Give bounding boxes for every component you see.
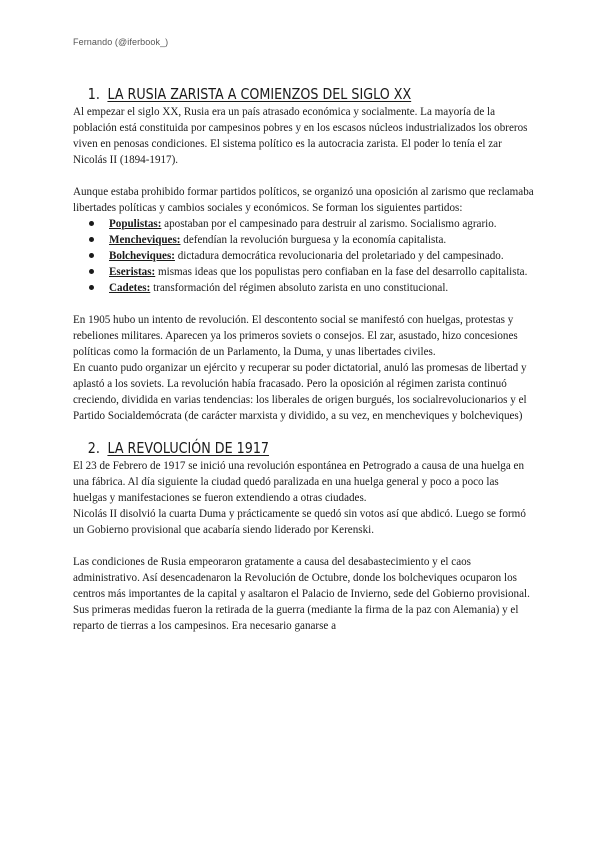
spacer	[73, 168, 535, 184]
party-description: defendían la revolución burguesa y la economía capitalista.	[180, 234, 447, 246]
party-description: apostaban por el campesinado para destruir al zarismo. Socialismo agrario.	[161, 218, 497, 230]
spacer	[73, 424, 535, 438]
bullet-icon	[89, 285, 94, 290]
parties-list	[73, 216, 535, 296]
party-description: transformación del régimen absoluto zarista en uno constitucional.	[150, 282, 449, 294]
party-term: Cadetes:	[109, 282, 151, 294]
list-item-cadetes	[73, 280, 535, 296]
section-2-heading	[73, 438, 452, 458]
list-item-populistas	[73, 216, 535, 232]
bullet-icon	[89, 221, 94, 226]
section-2-paragraph-3: Las condiciones de Rusia empeoraron gratamente a causa del desabastecimiento y el caos administrativo. Así desencadenaron la Revolución de Octubre, donde los bolcheviques ocuparon los centros más importantes de la capital y asaltaron el Palacio de Invierno, sede del Gobierno provisional. Sus primeras medidas fueron la retirada de la guerra (mediante la firma de la paz con Alemania) y el reparto de tierras a los campesinos. Era necesario ganarse a	[73, 556, 530, 632]
party-term: Populistas:	[109, 218, 162, 230]
spacer	[73, 296, 535, 312]
list-item-eseristas	[73, 264, 535, 280]
section-2-number: 2.	[87, 439, 100, 457]
section-1-paragraph-3: En 1905 hubo un intento de revolución. El descontento social se manifestó con huelgas, protestas y rebeliones militares. Aparecen ya los primeros soviets o consejos. El zar, asustado, hizo concesiones políticas como la formación de un Parlamento, la Duma, y unas libertades civiles.	[73, 314, 518, 358]
section-2-paragraph-2: Nicolás II disolvió la cuarta Duma y prácticamente se quedó sin votos así que abdicó. Luego se formó un Gobierno provisional que acabaría siendo liderado por Kerenski.	[73, 508, 526, 536]
party-description: dictadura democrática revolucionaria del proletariado y del campesinado.	[174, 250, 504, 262]
list-item-mencheviques	[73, 232, 535, 248]
party-description: mismas ideas que los populistas pero confiaban en la fase del desarrollo capitalista.	[155, 266, 528, 278]
spacer	[73, 538, 535, 554]
section-2-paragraph-1: El 23 de Febrero de 1917 se inició una revolución espontánea en Petrogrado a causa de una huelga en una fábrica. Al día siguiente la ciudad quedó paralizada en una huelga general y poco a poco las huelgas y manifestaciones se fueron extendiendo a otras ciudades.	[73, 460, 524, 504]
section-1-title: LA RUSIA ZARISTA A COMIENZOS DEL SIGLO XX	[107, 85, 412, 103]
section-1-paragraph-1: Al empezar el siglo XX, Rusia era un país atrasado económica y socialmente. La mayoría de la población está constituida por campesinos pobres y en los escasos núcleos industrializados los obreros viven en penosas condiciones. El sistema político es la autocracia zarista. El poder lo tenía el zar Nicolás II (1894-1917).	[73, 106, 528, 166]
bullet-icon	[89, 253, 94, 258]
document-page	[73, 84, 535, 634]
section-1-number: 1.	[87, 85, 100, 103]
bullet-icon	[89, 269, 94, 274]
section-1-paragraph-4: En cuanto pudo organizar un ejército y recuperar su poder dictatorial, anuló las promesas de libertad y aplastó a los soviets. La revolución había fracasado. Pero la oposición al régimen zarista continuó creciendo, dividida en varias tendencias: los liberales de origen burgués, los socialrevolucionarios y el Partido Socialdemócrata (de carácter marxista y dividido, a su vez, en mencheviques y bolcheviques)	[73, 362, 527, 422]
party-term: Bolcheviques:	[109, 250, 175, 262]
list-item-bolcheviques	[73, 248, 535, 264]
section-1-heading	[73, 84, 452, 104]
party-term: Eseristas:	[109, 266, 156, 278]
section-2-title: LA REVOLUCIÓN DE 1917	[107, 439, 270, 457]
author-note: Fernando (@iferbook_)	[73, 37, 169, 47]
party-term: Mencheviques:	[109, 234, 181, 246]
bullet-icon	[89, 237, 94, 242]
section-1-paragraph-2: Aunque estaba prohibido formar partidos políticos, se organizó una oposición al zarismo que reclamaba libertades políticas y cambios sociales y económicos. Se forman los siguientes partidos:	[73, 186, 534, 214]
